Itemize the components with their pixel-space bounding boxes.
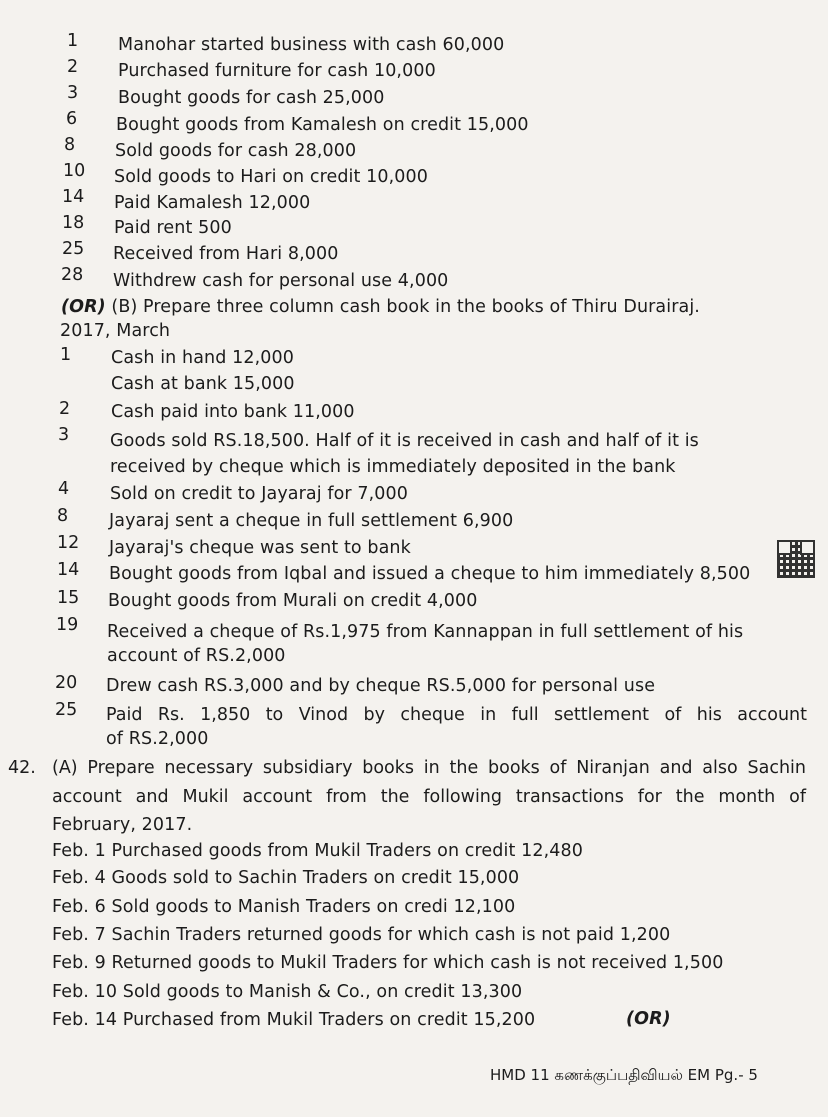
- transaction-text: Received from Hari 8,000: [113, 244, 339, 264]
- transaction-text: Sold goods for cash 28,000: [115, 141, 357, 161]
- date-number: 19: [56, 615, 79, 635]
- question-text: (A) Prepare necessary subsidiary books in the books of Niranjan and also Sachin: [52, 758, 806, 778]
- transaction-text: Cash paid into bank 11,000: [111, 402, 355, 422]
- transaction-text: Bought goods from Murali on credit 4,000: [108, 591, 478, 611]
- qr-code: [777, 540, 815, 578]
- date-number: 8: [64, 135, 76, 155]
- transaction-text: Goods sold RS.18,500. Half of it is received in cash and half of it is: [110, 431, 699, 451]
- page-footer: HMD 11 கணக்குப்பதிவியல் EM Pg.- 5: [490, 1066, 758, 1084]
- transaction-text: Jayaraj's cheque was sent to bank: [109, 538, 411, 558]
- date-number: 14: [57, 560, 80, 580]
- feb-transaction: Feb. 6 Sold goods to Manish Traders on credi 12,100: [52, 897, 516, 917]
- date-number: 14: [62, 187, 85, 207]
- date-number: 10: [63, 161, 86, 181]
- transaction-text: Bought goods from Kamalesh on credit 15,000: [116, 115, 529, 135]
- transaction-text: Bought goods for cash 25,000: [118, 88, 385, 108]
- date-number: 25: [55, 700, 78, 720]
- feb-transaction: Feb. 7 Sachin Traders returned goods for which cash is not paid 1,200: [52, 925, 671, 945]
- feb-transaction: Feb. 14 Purchased from Mukil Traders on credit 15,200: [52, 1010, 536, 1030]
- date-number: 18: [62, 213, 85, 233]
- date-number: 1: [60, 345, 72, 365]
- date-number: 3: [67, 83, 79, 103]
- transaction-text: Paid rent 500: [114, 218, 232, 238]
- or-marker: (OR): [626, 1009, 671, 1029]
- transaction-text: Drew cash RS.3,000 and by cheque RS.5,000 for personal use: [106, 676, 656, 696]
- date-number: 2: [67, 57, 79, 77]
- date-number: 3: [58, 425, 70, 445]
- feb-transaction: Feb. 1 Purchased goods from Mukil Traders on credit 12,480: [52, 841, 583, 861]
- feb-transaction: Feb. 10 Sold goods to Manish & Co., on credit 13,300: [52, 982, 523, 1002]
- question-text: (B) Prepare three column cash book in the books of Thiru Durairaj.: [111, 297, 700, 317]
- date-number: 8: [57, 506, 69, 526]
- transaction-text: Sold on credit to Jayaraj for 7,000: [110, 484, 408, 504]
- date-number: 1: [67, 31, 79, 51]
- question-number: 42.: [8, 758, 36, 778]
- transaction-text: Sold goods to Hari on credit 10,000: [114, 167, 428, 187]
- transaction-text: account of RS.2,000: [107, 646, 286, 666]
- transaction-text: Bought goods from Iqbal and issued a cheque to him immediately 8,500: [109, 564, 751, 584]
- date-number: 20: [55, 673, 78, 693]
- date-number: 28: [61, 265, 84, 285]
- or-marker: (OR): [61, 297, 106, 317]
- date-number: 4: [58, 479, 70, 499]
- question-heading: [61, 296, 700, 318]
- transaction-text: Received a cheque of Rs.1,975 from Kannappan in full settlement of his: [107, 622, 744, 642]
- date-number: 6: [66, 109, 78, 129]
- transaction-text: Jayaraj sent a cheque in full settlement 6,900: [109, 511, 514, 531]
- date-number: 12: [57, 533, 80, 553]
- feb-transaction: Feb. 4 Goods sold to Sachin Traders on credit 15,000: [52, 868, 520, 888]
- transaction-text: Cash at bank 15,000: [111, 374, 295, 394]
- transaction-text: of RS.2,000: [106, 729, 209, 749]
- transaction-text: Paid Rs. 1,850 to Vinod by cheque in full settlement of his account: [106, 705, 807, 725]
- transaction-text: received by cheque which is immediately deposited in the bank: [110, 457, 676, 477]
- month-heading: 2017, March: [60, 321, 171, 341]
- date-number: 15: [57, 588, 80, 608]
- feb-transaction: Feb. 9 Returned goods to Mukil Traders for which cash is not received 1,500: [52, 953, 724, 973]
- transaction-text: Cash in hand 12,000: [111, 348, 294, 368]
- transaction-text: Manohar started business with cash 60,000: [118, 35, 505, 55]
- transaction-text: Paid Kamalesh 12,000: [114, 193, 311, 213]
- question-text: account and Mukil account from the following transactions for the month of: [52, 787, 806, 807]
- transaction-text: Withdrew cash for personal use 4,000: [113, 271, 449, 291]
- transaction-text: Purchased furniture for cash 10,000: [118, 61, 436, 81]
- question-text: February, 2017.: [52, 815, 193, 835]
- date-number: 2: [59, 399, 71, 419]
- date-number: 25: [62, 239, 85, 259]
